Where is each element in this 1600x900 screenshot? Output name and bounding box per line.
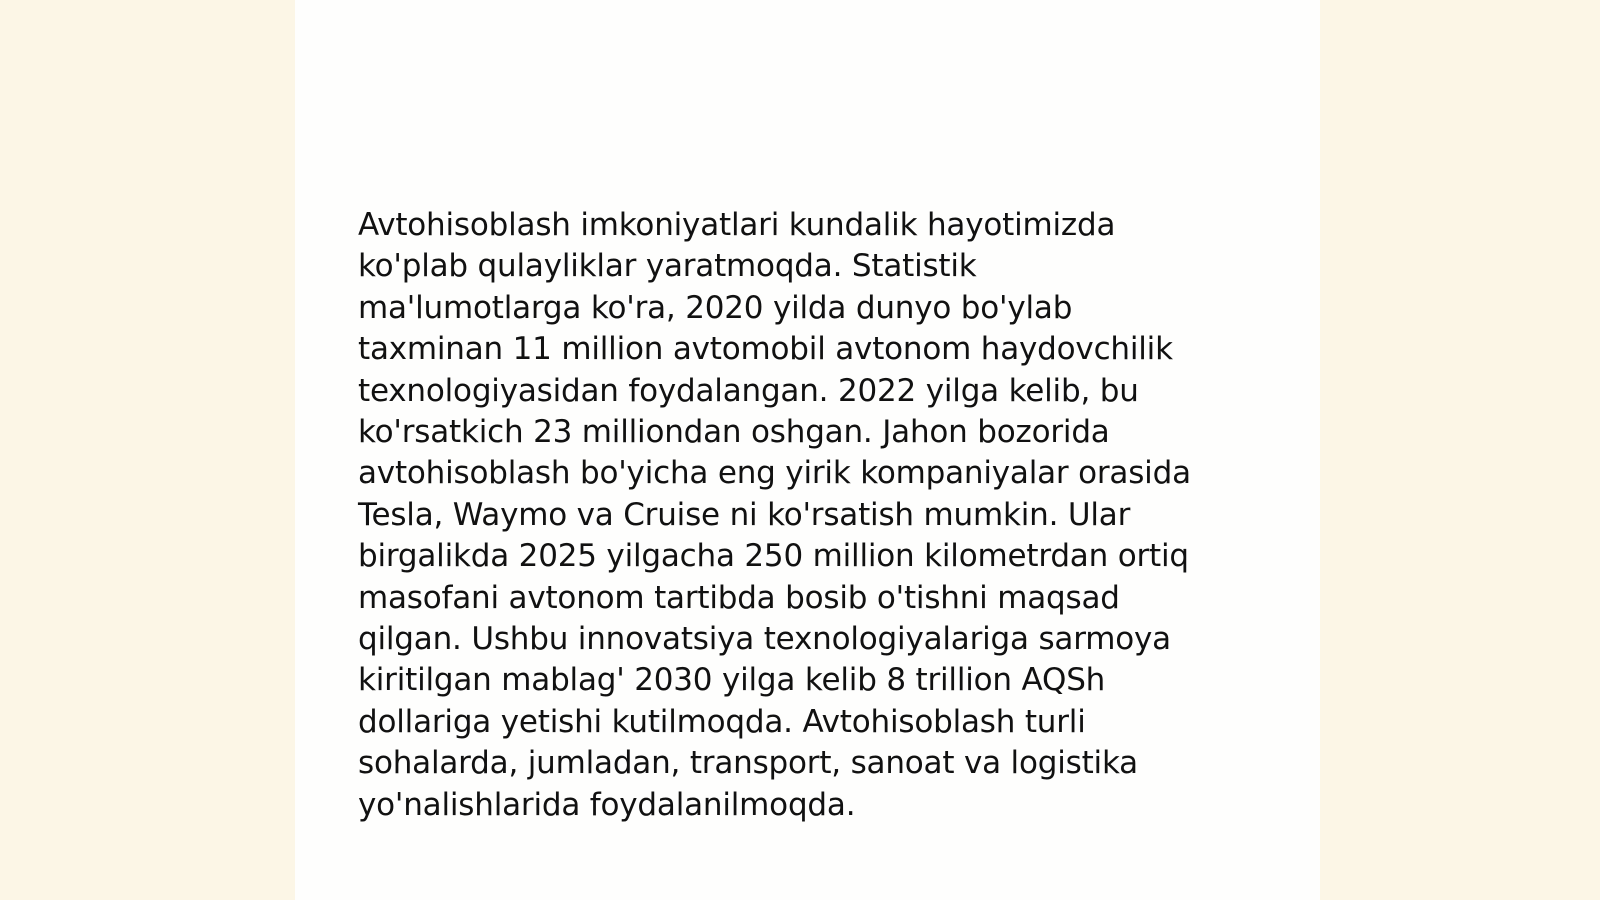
paragraph-line: masofani avtonom tartibda bosib o'tishni maqsad — [358, 579, 1120, 616]
body-paragraph — [358, 205, 1248, 826]
paragraph-line: texnologiyasidan foydalangan. 2022 yilga kelib, bu — [358, 372, 1139, 409]
paragraph-line: ma'lumotlarga ko'ra, 2020 yilda dunyo bo'ylab — [358, 289, 1073, 326]
paragraph-line: birgalikda 2025 yilgacha 250 million kilometrdan ortiq — [358, 538, 1189, 575]
paragraph-line: avtohisoblash bo'yicha eng yirik kompaniyalar orasida — [358, 455, 1191, 492]
paragraph-line: ko'plab qulayliklar yaratmoqda. Statistik — [358, 248, 977, 285]
document-page — [295, 0, 1320, 900]
paragraph-line: dollariga yetishi kutilmoqda. Avtohisoblash turli — [358, 703, 1086, 740]
paragraph-line: taxminan 11 million avtomobil avtonom haydovchilik — [358, 331, 1173, 368]
paragraph-line: Avtohisoblash imkoniyatlari kundalik hayotimizda — [358, 207, 1116, 243]
paragraph-line: kiritilgan mablag' 2030 yilga kelib 8 trillion AQSh — [358, 662, 1106, 699]
paragraph-line: qilgan. Ushbu innovatsiya texnologiyalariga sarmoya — [358, 621, 1171, 658]
paragraph-line: yo'nalishlarida foydalanilmoqda. — [358, 786, 856, 823]
paragraph-line: ko'rsatkich 23 milliondan oshgan. Jahon bozorida — [358, 414, 1110, 451]
paragraph-line: sohalarda, jumladan, transport, sanoat va logistika — [358, 745, 1138, 782]
paragraph-line: Tesla, Waymo va Cruise ni ko'rsatish mumkin. Ular — [358, 496, 1131, 533]
